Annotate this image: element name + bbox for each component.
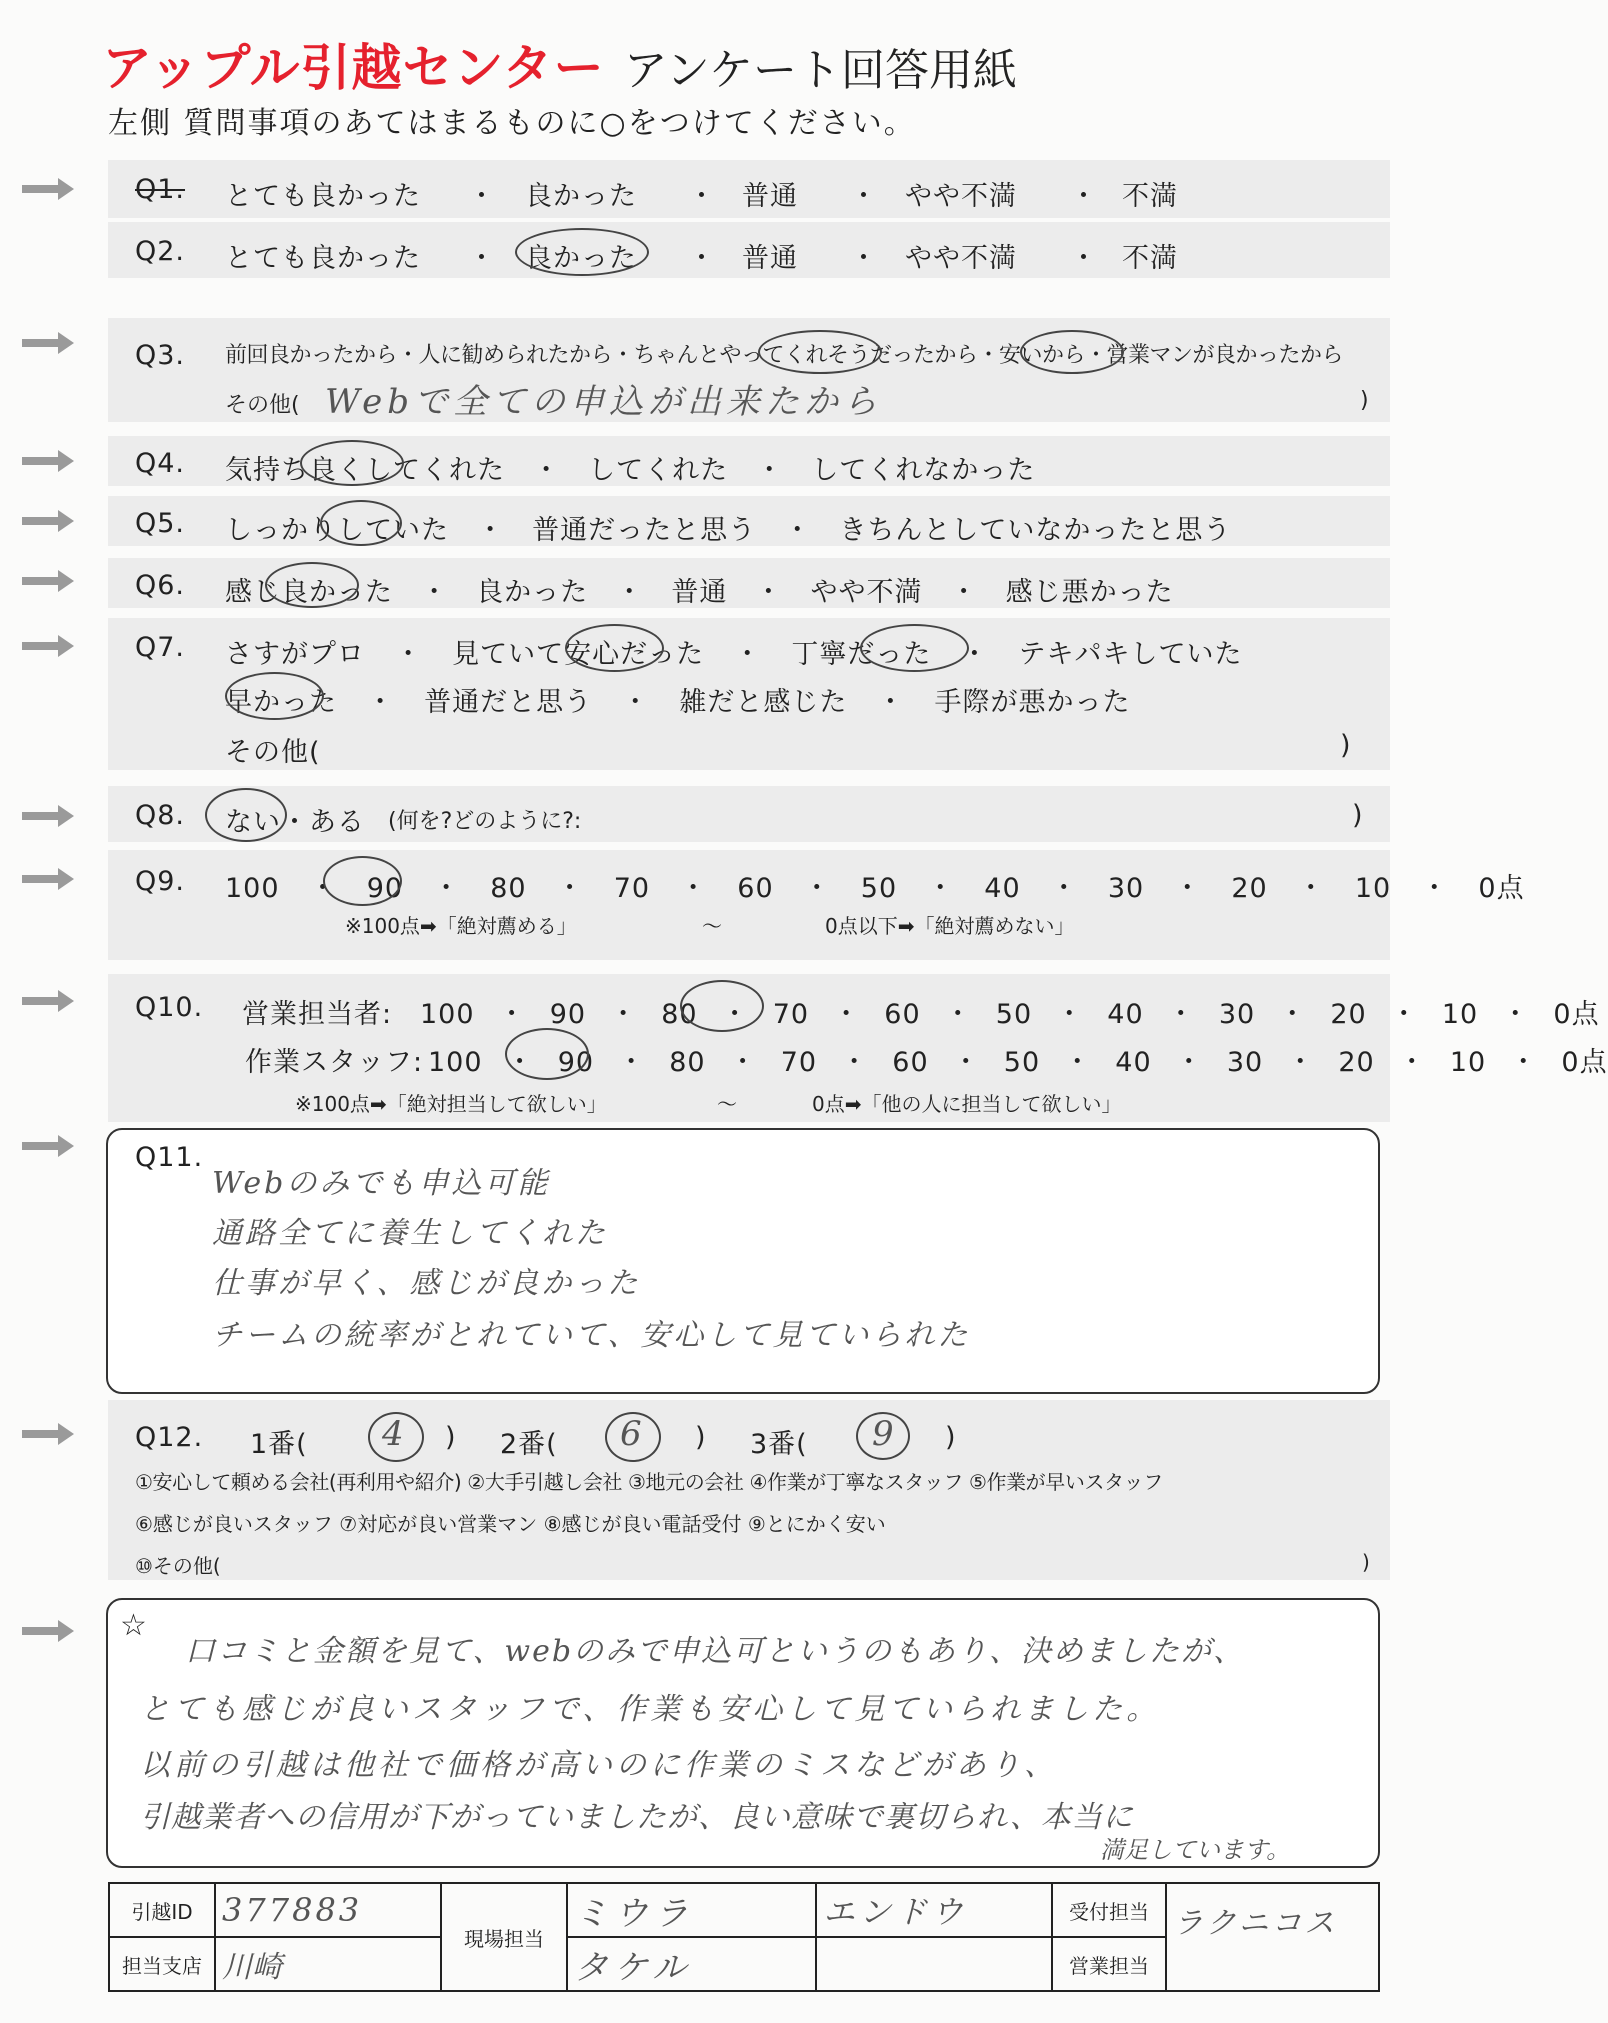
arrow-icon xyxy=(22,332,74,354)
survey-title xyxy=(102,28,1017,100)
site-staff-cell xyxy=(567,1883,816,1937)
q5-options: しっかりしていた ・ 普通だったと思う ・ きちんとしていなかったと思う xyxy=(225,515,1232,546)
reception-label: 受付担当 xyxy=(1069,1899,1149,1924)
q1-option: やや不満 xyxy=(905,181,1017,212)
branch-value-cell xyxy=(215,1937,441,1991)
q1-label: Q1. xyxy=(135,174,186,205)
answer-circle xyxy=(320,500,402,546)
comment-line: 引越業者への信用が下がっていましたが、良い意味で裏切られ、本当に xyxy=(140,1800,1134,1835)
q12-close: ) xyxy=(695,1422,707,1453)
id-label-cell xyxy=(109,1883,215,1937)
branch-value: 川崎 xyxy=(222,1950,282,1985)
answer-circle xyxy=(368,1412,424,1462)
q2-option: 普通 xyxy=(742,243,798,274)
q2-option: 良かった xyxy=(525,243,637,274)
q10-staff-scale: 100 ・ 90 ・ 80 ・ 70 ・ 60 ・ 50 ・ 40 ・ 30 ・ 20 ・ 10 ・ 0点 xyxy=(428,1047,1608,1078)
answer-circle xyxy=(565,624,664,672)
arrow-icon xyxy=(22,450,74,472)
q1-option: とても良かった xyxy=(225,181,421,212)
arrow-icon xyxy=(22,1620,74,1642)
reception-value-cell xyxy=(1166,1883,1379,1991)
q1-separator: ・ xyxy=(688,181,716,212)
q9-label: Q9. xyxy=(135,866,186,897)
q6-label: Q6. xyxy=(135,570,186,601)
q12-second-value: 6 xyxy=(620,1414,642,1454)
q10-note-left: ※100点➡「絶対担当して欲しい」 xyxy=(295,1092,607,1116)
reception-value: ラクニコス xyxy=(1173,1906,1338,1941)
site-staff-2: タケル xyxy=(574,1947,693,1988)
branch-label-cell xyxy=(109,1937,215,1991)
form-title: アンケート回答用紙 xyxy=(623,45,1017,96)
arrow-icon xyxy=(22,868,74,890)
answer-circle xyxy=(505,1028,589,1080)
q7-other-prefix: その他( xyxy=(225,737,321,768)
answer-circle xyxy=(860,624,969,672)
q12-label: Q12. xyxy=(135,1422,204,1453)
q12-close: ) xyxy=(945,1422,957,1453)
q12-choices-line2: ⑥感じが良いスタッフ ⑦対応が良い営業マン ⑧感じが良い電話受付 ⑨とにかく安い xyxy=(135,1512,886,1536)
arrow-icon xyxy=(22,805,74,827)
staff-table xyxy=(108,1882,1380,1992)
site-label-cell xyxy=(441,1883,567,1991)
site-staff-cell xyxy=(567,1937,816,1991)
q10-note-tilde: 〜 xyxy=(717,1092,737,1116)
q11-answer-line: 通路全てに養生してくれた xyxy=(212,1216,608,1251)
q9-note-left: ※100点➡「絶対薦める」 xyxy=(345,914,577,938)
q2-separator: ・ xyxy=(688,243,716,274)
reception-label-cell xyxy=(1052,1883,1166,1937)
q2-separator: ・ xyxy=(1070,243,1098,274)
q9-scale: 100 ・ 90 ・ 80 ・ 70 ・ 60 ・ 50 ・ 40 ・ 30 ・ 20 ・ 10 ・ 0点 xyxy=(225,873,1525,904)
site-label: 現場担当 xyxy=(464,1926,544,1951)
q7-options-line2: 早かった ・ 普通だと思う ・ 雑だと感じた ・ 手際が悪かった xyxy=(225,687,1131,718)
comment-line: とても感じが良いスタッフで、作業も安心して見ていられました。 xyxy=(140,1692,1161,1727)
comment-line: 以前の引越は他社で価格が高いのに作業のミスなどがあり、 xyxy=(140,1748,1058,1783)
q10-sales-label: 営業担当者: xyxy=(242,999,393,1030)
q3-other-answer: Webで全ての申込が出来たから xyxy=(325,382,883,422)
instruction-text: 左側 質問事項のあてはまるものに○をつけてください。 xyxy=(108,106,916,141)
q11-answer-line: Webのみでも申込可能 xyxy=(212,1166,551,1201)
q3-other-close: ) xyxy=(1360,388,1369,413)
sales-label: 営業担当 xyxy=(1069,1953,1149,1978)
answer-circle xyxy=(300,440,404,486)
site-staff-1: ミウラ xyxy=(574,1893,694,1934)
q3-options: 前回良かったから・人に勧められたから・ちゃんとやってくれそうだったから・安いから・営業マンが良かったから xyxy=(225,343,1344,368)
q12-first-value: 4 xyxy=(382,1414,404,1454)
id-label: 引越ID xyxy=(131,1899,193,1924)
arrow-icon xyxy=(22,178,74,200)
q12-choices-close: ) xyxy=(1362,1550,1370,1574)
answer-circle xyxy=(1020,330,1124,374)
q2-option: やや不満 xyxy=(905,243,1017,274)
company-name: アップル引越センター xyxy=(102,39,605,97)
q8-close: ) xyxy=(1352,800,1364,831)
answer-circle xyxy=(323,856,402,906)
answer-circle xyxy=(605,1412,661,1462)
q11-answer-line: 仕事が早く、感じが良かった xyxy=(212,1266,641,1301)
q1-separator: ・ xyxy=(468,181,496,212)
q9-note-tilde: 〜 xyxy=(702,914,722,938)
q7-options-line1: さすがプロ ・ 見ていて安心だった ・ 丁寧だった ・ テキパキしていた xyxy=(225,639,1243,670)
q3-label: Q3. xyxy=(135,340,186,371)
answer-circle xyxy=(515,228,649,276)
q8-detail: (何を?どのように?: xyxy=(388,809,582,834)
q7-other-close: ) xyxy=(1340,730,1352,761)
site-staff-cell xyxy=(816,1937,1052,1991)
q12-third-value: 9 xyxy=(872,1414,894,1454)
q11-answer-line: チームの統率がとれていて、安心して見ていられた xyxy=(212,1318,971,1353)
q3-other-prefix: その他( xyxy=(225,393,300,418)
q5-label: Q5. xyxy=(135,508,186,539)
answer-circle xyxy=(758,330,882,374)
q11-label: Q11. xyxy=(135,1142,204,1173)
q4-options: 気持ち良くしてくれた ・ してくれた ・ してくれなかった xyxy=(225,455,1036,486)
q8-options: ない・ある xyxy=(225,807,365,838)
answer-circle xyxy=(856,1412,910,1460)
q12-choices-line1: ①安心して頼める会社(再利用や紹介) ②大手引越し会社 ③地元の会社 ④作業が丁寧なスタッフ ⑤作業が早いスタッフ xyxy=(135,1470,1163,1494)
q10-note-right: 0点➡「他の人に担当して欲しい」 xyxy=(812,1092,1122,1116)
q4-label: Q4. xyxy=(135,448,186,479)
q10-label: Q10. xyxy=(135,992,204,1023)
q12-close: ) xyxy=(445,1422,457,1453)
q8-label: Q8. xyxy=(135,800,186,831)
arrow-icon xyxy=(22,1135,74,1157)
answer-circle xyxy=(225,672,324,720)
q12-first-label: 1番( xyxy=(250,1429,308,1460)
q2-option: とても良かった xyxy=(225,243,421,274)
answer-circle xyxy=(680,980,764,1032)
q10-staff-label: 作業スタッフ: xyxy=(245,1047,424,1078)
q12-second-label: 2番( xyxy=(500,1429,558,1460)
q9-note-right: 0点以下➡「絶対薦めない」 xyxy=(825,914,1075,938)
q7-label: Q7. xyxy=(135,632,186,663)
id-value-cell xyxy=(215,1883,441,1937)
arrow-icon xyxy=(22,1423,74,1445)
comment-line: 口コミと金額を見て、webのみで申込可というのもあり、決めましたが、 xyxy=(185,1634,1246,1669)
arrow-icon xyxy=(22,635,74,657)
q12-choices-other: ⑩その他( xyxy=(135,1554,221,1578)
arrow-icon xyxy=(22,990,74,1012)
q2-label: Q2. xyxy=(135,236,186,267)
comment-line: 満足しています。 xyxy=(1100,1836,1291,1864)
q12-third-label: 3番( xyxy=(750,1429,808,1460)
answer-circle xyxy=(265,562,359,608)
sales-label-cell xyxy=(1052,1937,1166,1991)
site-staff-3: エンドウ xyxy=(823,1893,968,1931)
answer-circle xyxy=(205,788,287,842)
q2-option: 不満 xyxy=(1122,243,1178,274)
q6-options: 感じ良かった ・ 良かった ・ 普通 ・ やや不満 ・ 感じ悪かった xyxy=(225,577,1174,608)
q10-sales-scale: 100 ・ 90 ・ 80 ・ 70 ・ 60 ・ 50 ・ 40 ・ 30 ・ 20 ・ 10 ・ 0点 xyxy=(420,999,1600,1030)
q1-option: 不満 xyxy=(1122,181,1178,212)
id-value: 377883 xyxy=(222,1891,363,1929)
site-staff-cell xyxy=(816,1883,1052,1937)
star-icon: ☆ xyxy=(120,1608,148,1643)
q2-separator: ・ xyxy=(468,243,496,274)
q1-separator: ・ xyxy=(850,181,878,212)
q1-option: 良かった xyxy=(525,181,637,212)
q2-separator: ・ xyxy=(850,243,878,274)
arrow-icon xyxy=(22,510,74,532)
branch-label: 担当支店 xyxy=(122,1953,202,1978)
q1-separator: ・ xyxy=(1070,181,1098,212)
q1-option: 普通 xyxy=(742,181,798,212)
arrow-icon xyxy=(22,570,74,592)
